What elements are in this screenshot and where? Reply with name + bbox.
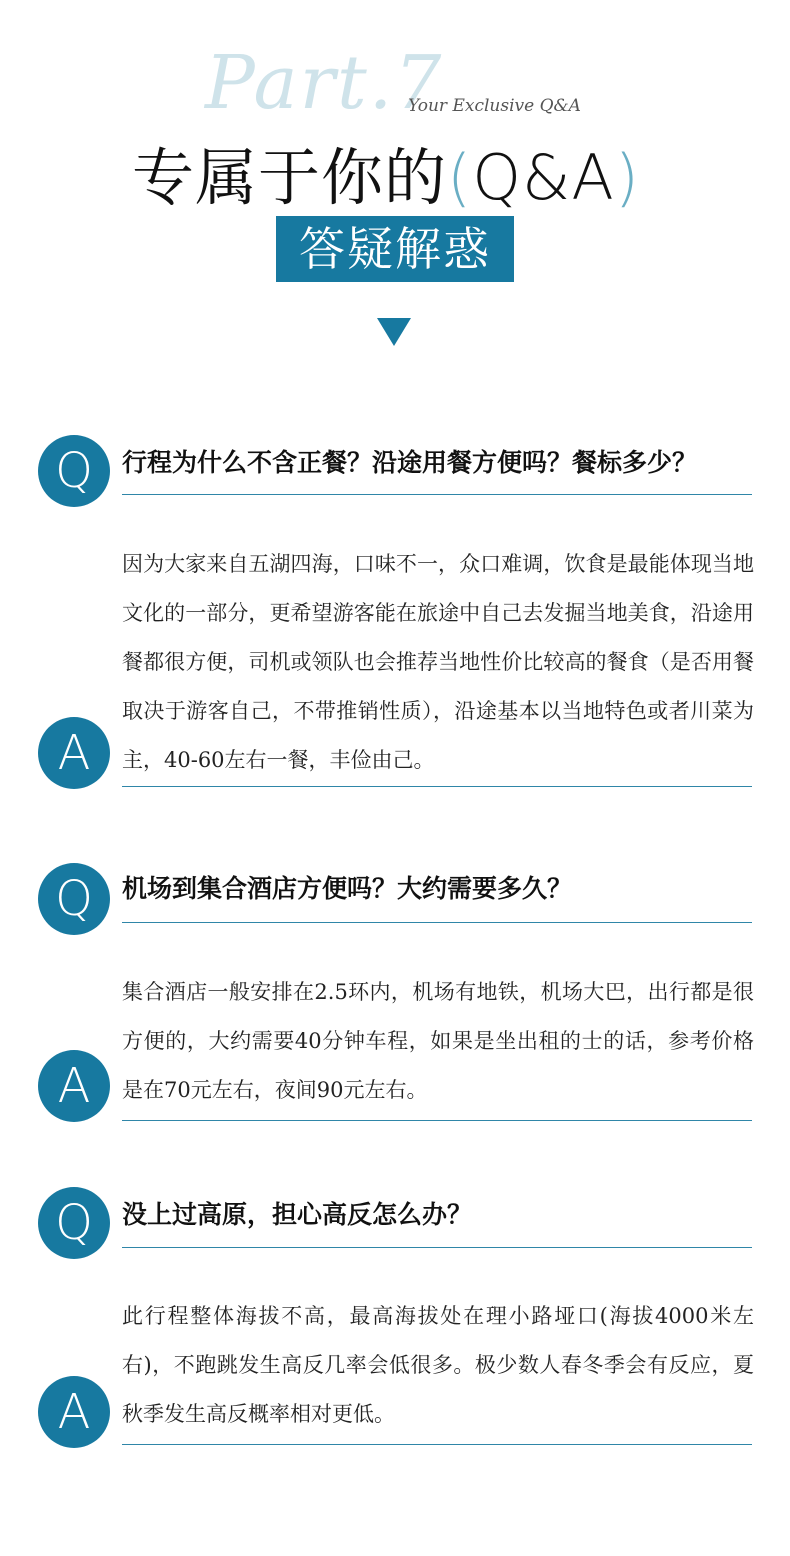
- page-title: [132, 128, 640, 217]
- page-header: [0, 0, 790, 380]
- triangle-down-icon: [377, 318, 411, 346]
- question-icon: Q: [38, 435, 110, 507]
- divider: [122, 1120, 752, 1121]
- divider: [122, 786, 752, 787]
- question-icon: Q: [38, 863, 110, 935]
- title-main: 专属于你的: [132, 141, 448, 214]
- divider: [122, 1444, 752, 1445]
- question-text: 机场到集合酒店方便吗？大约需要多久？: [122, 874, 573, 903]
- question-text: 行程为什么不含正餐？沿途用餐方便吗？餐标多少？: [122, 448, 698, 477]
- part-label: Part.7: [205, 40, 444, 126]
- answer-text: 因为大家来自五湖四海，口味不一，众口难调，饮食是最能体现当地文化的一部分，更希望游客能在旅途中自己去发掘当地美食，沿途用餐都很方便，司机或领队也会推荐当地性价比较高的餐食（是否用餐取决于游客自己，不带推销性质），沿途基本以当地特色或者川菜为主，40-60左右一餐，丰俭由己。: [122, 552, 754, 772]
- answer-icon: A: [38, 717, 110, 789]
- divider: [122, 1247, 752, 1248]
- part-subtitle: Your Exclusive Q&A: [408, 96, 581, 116]
- title-open-paren: (: [447, 141, 473, 214]
- answer-text: 此行程整体海拔不高，最高海拔处在理小路垭口(海拔4000米左右)，不跑跳发生高反几率会低很多。极少数人春冬季会有反应，夏秋季发生高反概率相对更低。: [122, 1304, 754, 1426]
- answer-icon: A: [38, 1376, 110, 1448]
- divider: [122, 922, 752, 923]
- title-qa: Q&A: [472, 141, 615, 214]
- title-close-paren: ): [614, 141, 640, 214]
- question-text: 没上过高原，担心高反怎么办？: [122, 1200, 473, 1229]
- answer-icon: A: [38, 1050, 110, 1122]
- divider: [122, 494, 752, 495]
- question-icon: Q: [38, 1187, 110, 1259]
- title-badge: 答疑解惑: [276, 216, 514, 282]
- answer-text: 集合酒店一般安排在2.5环内，机场有地铁，机场大巴，出行都是很方便的，大约需要40分钟车程，如果是坐出租的士的话，参考价格是在70元左右，夜间90元左右。: [122, 980, 754, 1102]
